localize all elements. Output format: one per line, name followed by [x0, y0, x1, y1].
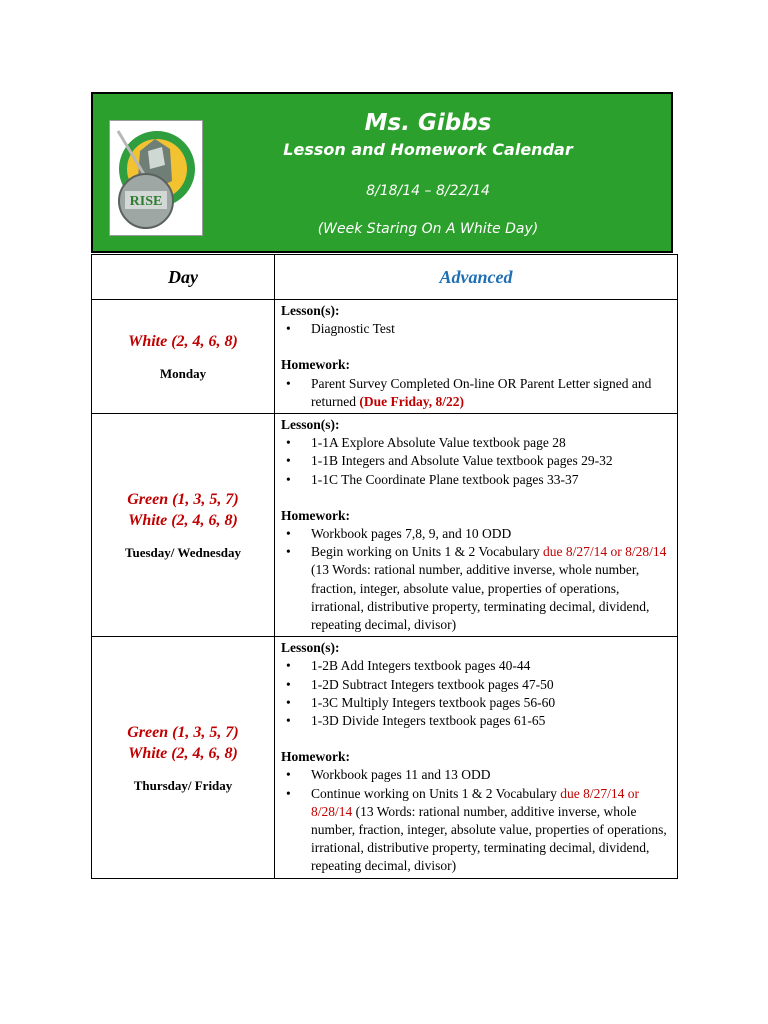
lesson-item: • 1-1A Explore Absolute Value textbook page 28 [311, 434, 671, 452]
homework-label: Homework: [281, 357, 350, 373]
homework-details: (13 Words: rational number, additive inverse, whole number, fraction, integer, absolute value, properties of operations, irrational, distributive property, terminating decimal, dividend, repeating decimal, divisor) [311, 803, 667, 874]
table-row [92, 414, 678, 637]
lessons-list [281, 434, 671, 489]
advanced-cell [275, 414, 678, 637]
lesson-item: • 1-2B Add Integers textbook pages 40-44 [311, 657, 671, 675]
lessons-label: Lesson(s): [281, 417, 340, 433]
due-date: due 8/27/14 or 8/28/14 [311, 785, 639, 819]
rotation-label: White (2, 4, 6, 8) [128, 333, 238, 350]
advanced-cell [275, 300, 678, 414]
homework-list [281, 766, 671, 875]
rotation-label: White (2, 4, 6, 8) [128, 512, 238, 530]
homework-item [311, 525, 671, 543]
advanced-column-header: Advanced [275, 255, 678, 300]
logo-text: RISE [129, 194, 163, 209]
homework-list [281, 525, 671, 634]
homework-list [281, 375, 671, 411]
section-gap [281, 730, 671, 748]
day-column-header: Day [92, 255, 275, 300]
rotation-label: White (2, 4, 6, 8) [128, 744, 238, 762]
lesson-item: • 1-3D Divide Integers textbook pages 61-65 [311, 712, 671, 730]
lesson-item: • 1-3C Multiply Integers textbook pages 56-60 [311, 694, 671, 712]
calendar-header [91, 92, 673, 253]
homework-label: Homework: [281, 749, 350, 765]
homework-item [311, 785, 671, 876]
day-cell [92, 300, 275, 414]
section-gap [281, 338, 671, 356]
day-cell [92, 414, 275, 637]
date-range: 8/18/14 – 8/22/14 [366, 183, 490, 199]
teacher-name: Ms. Gibbs [364, 110, 492, 136]
school-logo [109, 120, 203, 236]
advanced-cell [275, 637, 678, 879]
homework-text: Workbook pages 7,8, 9, and 10 ODD [311, 526, 512, 542]
due-date: (Due Friday, 8/22) [359, 393, 464, 409]
lessons-list [281, 657, 671, 730]
homework-details: (13 Words: rational number, additive inverse, whole number, fraction, integer, absolute value, properties of operations, irrational, distributive property, terminating decimal, dividend, repeating decimal, divisor) [311, 562, 650, 633]
section-gap [281, 489, 671, 507]
day-name: Tuesday/ Wednesday [125, 545, 241, 561]
lessons-label: Lesson(s): [281, 640, 340, 656]
homework-item [311, 543, 671, 634]
homework-text: Parent Survey Completed On-line OR Parent Letter signed and returned [311, 375, 652, 409]
lesson-item: • Diagnostic Test [311, 320, 671, 338]
table-row [92, 637, 678, 879]
homework-text: Continue working on Units 1 & 2 Vocabulary [311, 785, 561, 801]
rotation-label: Green (1, 3, 5, 7) [127, 491, 239, 509]
homework-text: Begin working on Units 1 & 2 Vocabulary [311, 544, 543, 560]
lesson-item: • 1-2D Subtract Integers textbook pages 47-50 [311, 676, 671, 694]
week-note: (Week Staring On A White Day) [317, 221, 539, 237]
homework-label: Homework: [281, 507, 350, 523]
calendar-title: Lesson and Homework Calendar [283, 140, 573, 159]
day-name: Thursday/ Friday [133, 777, 233, 793]
lessons-list [281, 320, 671, 338]
day-cell [92, 637, 275, 879]
lesson-item: • 1-1B Integers and Absolute Value textbook pages 29-32 [311, 452, 671, 470]
homework-item [311, 766, 671, 784]
lesson-item: • 1-1C The Coordinate Plane textbook pages 33-37 [311, 471, 671, 489]
table-header-row [92, 255, 678, 300]
table-row [92, 300, 678, 414]
due-date: due 8/27/14 or 8/28/14 [543, 544, 667, 560]
knight-logo-icon [110, 121, 200, 233]
homework-text: Workbook pages 11 and 13 ODD [311, 767, 491, 783]
calendar-rows [92, 300, 678, 879]
lessons-label: Lesson(s): [281, 303, 340, 318]
day-name: Monday [159, 366, 207, 381]
rotation-label: Green (1, 3, 5, 7) [127, 723, 239, 741]
calendar-table [91, 254, 678, 879]
homework-item [311, 375, 671, 411]
